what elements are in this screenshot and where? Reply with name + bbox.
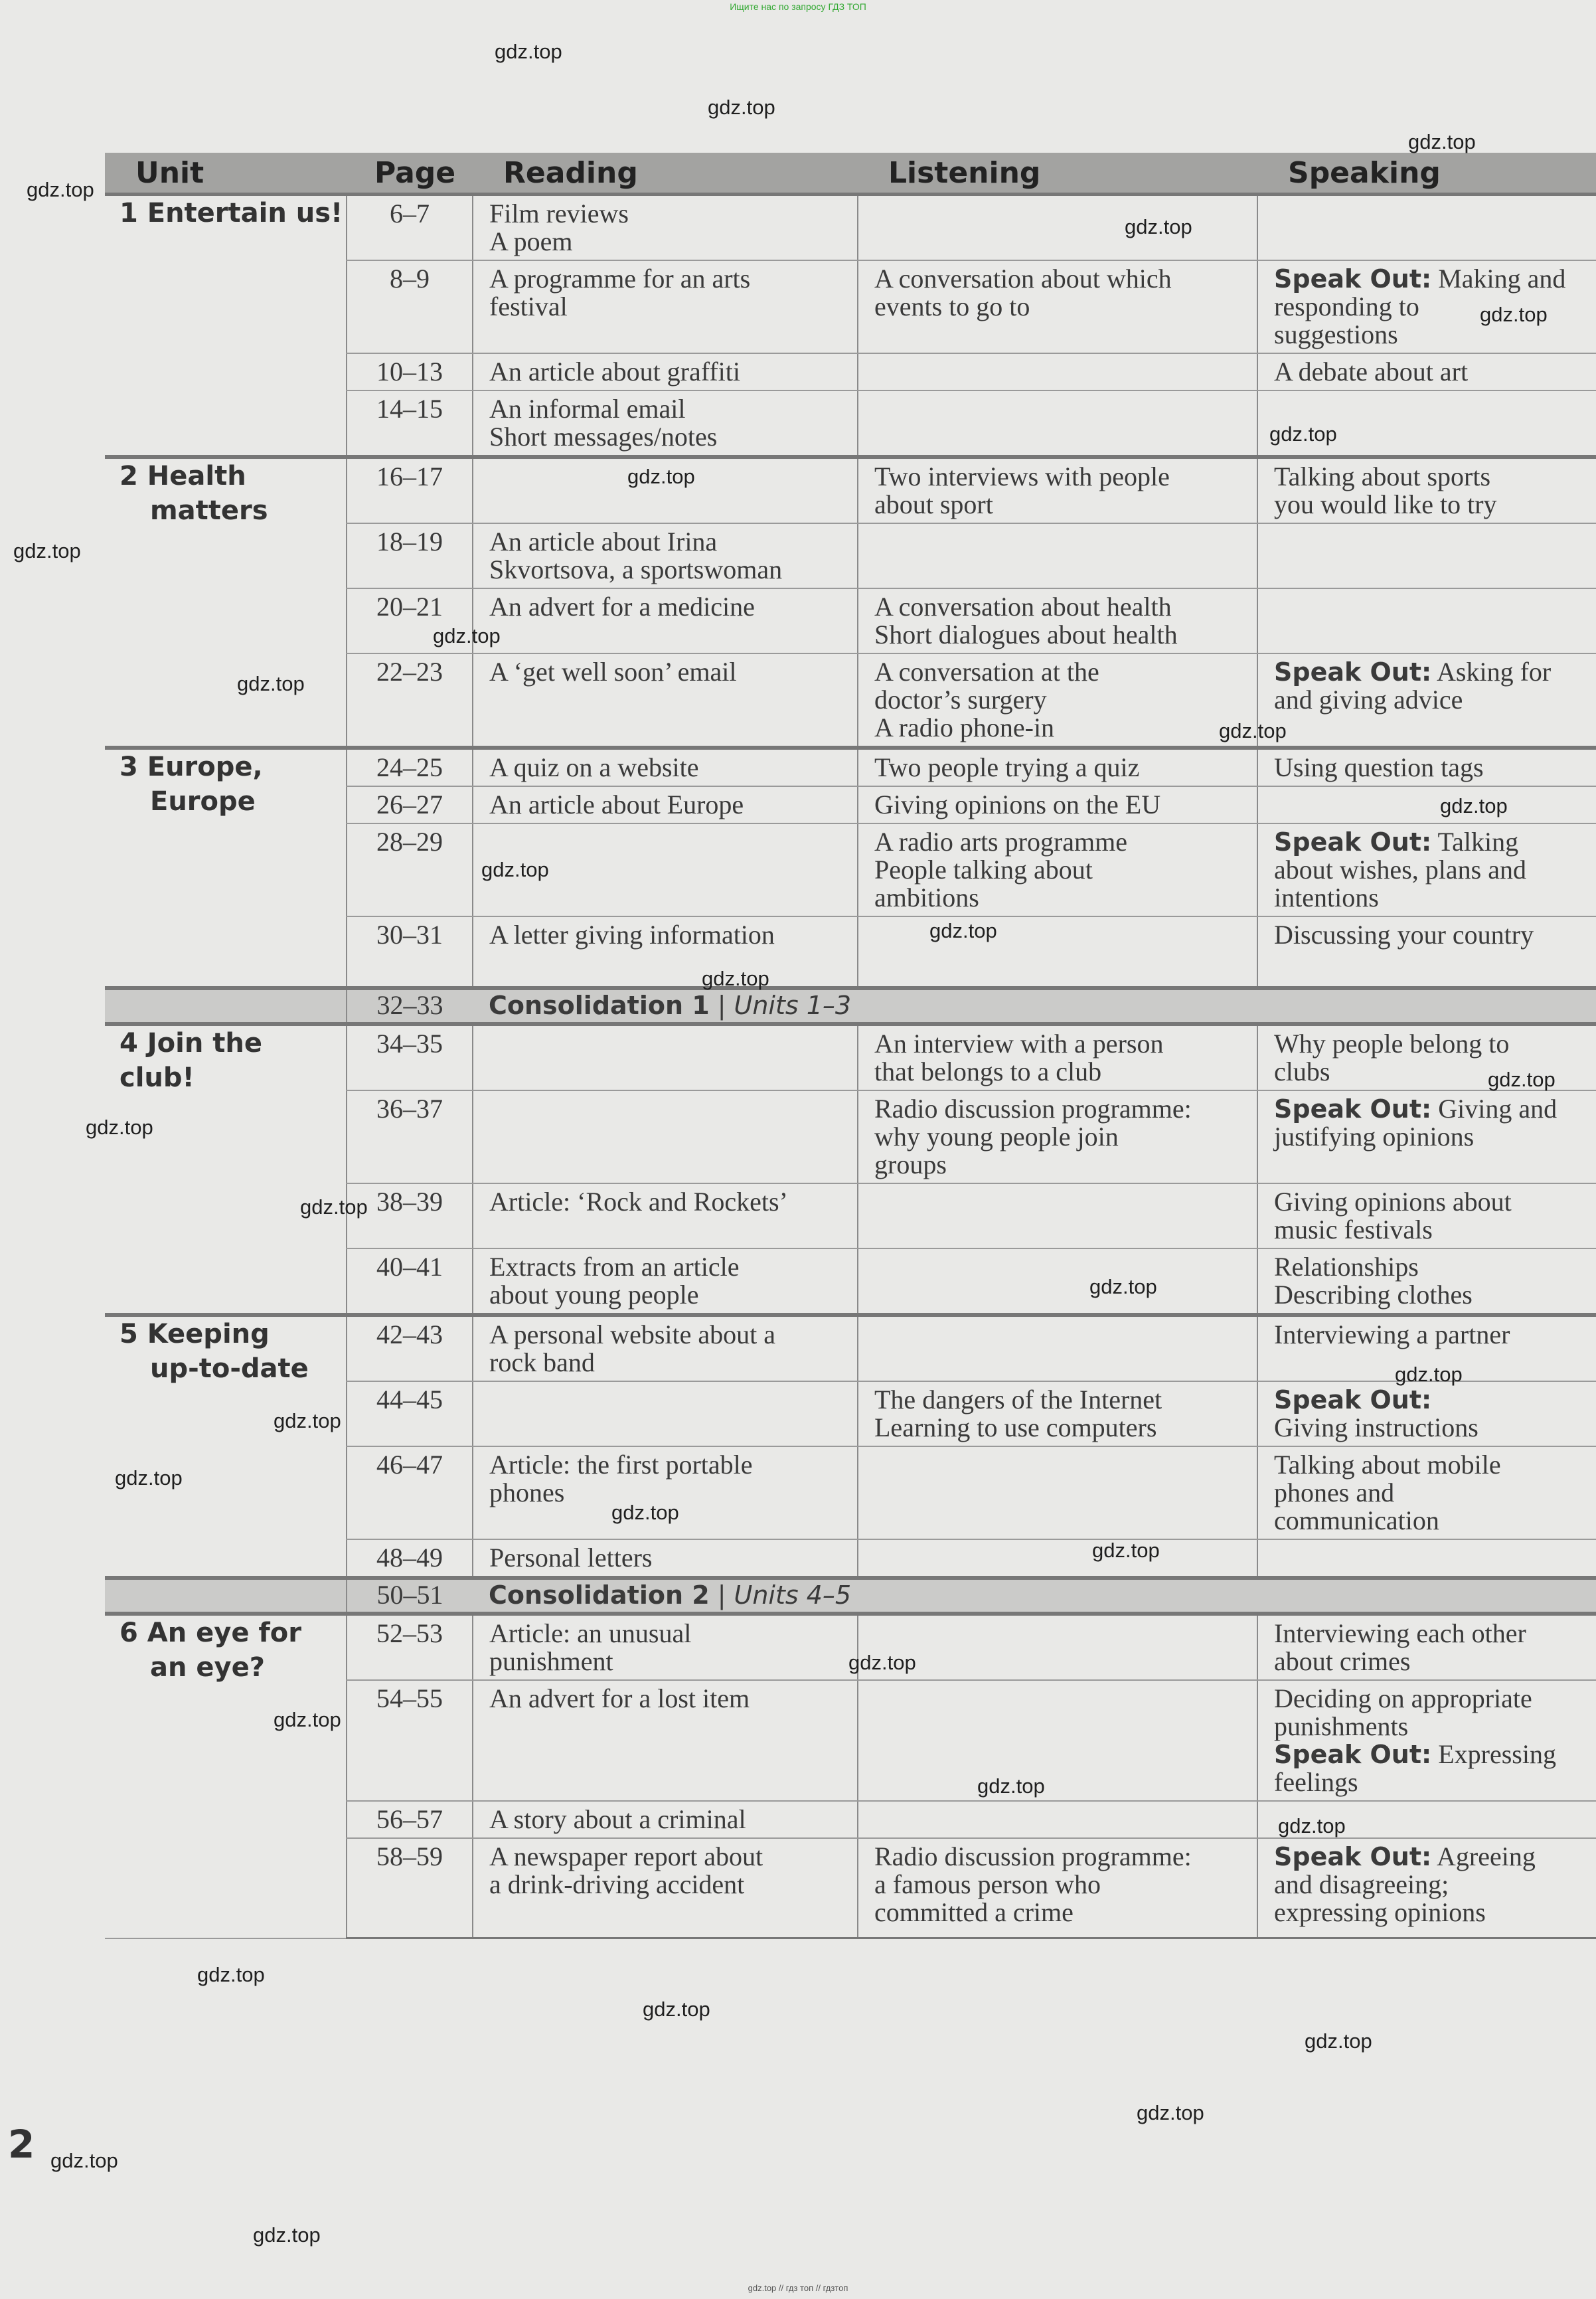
listening-cell [858, 1183, 1257, 1248]
listening-cell [858, 1446, 1257, 1539]
watermark: gdz.top [1395, 1363, 1463, 1386]
speaking-cell [1257, 195, 1596, 261]
watermark: gdz.top [253, 2223, 321, 2247]
speaking-cell: Deciding on appropriate punishments Speak Out: Expressing feelings [1257, 1680, 1596, 1801]
bottom-note: gdz.top // гдз топ // гдзтоп [748, 2283, 848, 2293]
watermark: gdz.top [300, 1195, 368, 1219]
table-row [105, 1024, 1596, 1090]
page-cell: 56–57 [347, 1801, 473, 1838]
page-cell: 6–7 [347, 195, 473, 261]
speaking-cell: Speak Out: Making and responding to suggestions [1257, 260, 1596, 353]
watermark: gdz.top [274, 1708, 341, 1731]
watermark: gdz.top [611, 1501, 679, 1524]
listening-cell [858, 1801, 1257, 1838]
table-row [105, 1315, 1596, 1381]
page-cell: 58–59 [347, 1838, 473, 1938]
listening-cell [858, 1614, 1257, 1680]
reading-cell: A quiz on a website [473, 748, 858, 786]
watermark: gdz.top [433, 624, 501, 647]
page-cell: 44–45 [347, 1381, 473, 1446]
speaking-cell: Talking about sports you would like to try [1257, 457, 1596, 523]
top-note: Ищите нас по запросу ГДЗ ТОП [730, 1, 866, 12]
listening-cell [858, 523, 1257, 588]
reading-cell [473, 1090, 858, 1183]
watermark: gdz.top [1408, 130, 1476, 153]
watermark: gdz.top [481, 858, 549, 881]
speaking-cell: Speak Out: Giving instructions [1257, 1381, 1596, 1446]
watermark: gdz.top [50, 2149, 118, 2172]
speaking-cell: Interviewing a partner [1257, 1315, 1596, 1381]
listening-cell [858, 1680, 1257, 1801]
watermark: gdz.top [702, 967, 769, 990]
unit-title: 4 Join the club! [105, 1024, 347, 1315]
page-cell: 32–33 [347, 988, 473, 1024]
page-cell: 8–9 [347, 260, 473, 353]
page-cell: 26–27 [347, 786, 473, 823]
watermark: gdz.top [495, 40, 562, 63]
speaking-cell: Using question tags [1257, 748, 1596, 786]
speaking-cell: A debate about art [1257, 353, 1596, 390]
table-row [105, 748, 1596, 786]
reading-cell: Film reviews A poem [473, 195, 858, 261]
speaking-cell: Speak Out: Talking about wishes, plans and intentions [1257, 823, 1596, 916]
speaking-cell [1257, 786, 1596, 823]
reading-cell: Article: ‘Rock and Rockets’ [473, 1183, 858, 1248]
reading-cell: Extracts from an article about young people [473, 1248, 858, 1315]
speaking-cell: Interviewing each other about crimes [1257, 1614, 1596, 1680]
consolidation-row [105, 1578, 1596, 1614]
watermark: gdz.top [1488, 1068, 1556, 1091]
watermark: gdz.top [1125, 215, 1192, 238]
page-cell: 14–15 [347, 390, 473, 457]
table-row [105, 457, 1596, 523]
speaking-cell: Why people belong to clubs [1257, 1024, 1596, 1090]
speaking-cell: Speak Out: Giving and justifying opinions [1257, 1090, 1596, 1183]
watermark: gdz.top [643, 1998, 710, 2021]
reading-cell: Article: an unusual punishment [473, 1614, 858, 1680]
watermark: gdz.top [627, 465, 695, 488]
watermark: gdz.top [274, 1409, 341, 1432]
page-cell: 30–31 [347, 916, 473, 988]
page-cell: 10–13 [347, 353, 473, 390]
listening-cell: Radio discussion programme: why young people join groups [858, 1090, 1257, 1183]
unit-title: 3 Europe, Europe [105, 748, 347, 988]
listening-cell: Two people trying a quiz [858, 748, 1257, 786]
reading-cell [473, 1381, 858, 1446]
listening-cell [858, 353, 1257, 390]
page-cell: 24–25 [347, 748, 473, 786]
page-cell: 34–35 [347, 1024, 473, 1090]
page-cell: 20–21 [347, 588, 473, 653]
watermark: gdz.top [1269, 422, 1337, 446]
unit-title: 6 An eye for an eye? [105, 1614, 347, 1938]
watermark: gdz.top [197, 1963, 265, 1986]
watermark: gdz.top [86, 1116, 153, 1139]
speaking-cell [1257, 523, 1596, 588]
listening-cell [858, 1248, 1257, 1315]
page-number: 2 [8, 2122, 35, 2167]
reading-cell: An advert for a medicine [473, 588, 858, 653]
watermark: gdz.top [1137, 2101, 1204, 2124]
watermark: gdz.top [1092, 1539, 1160, 1562]
listening-cell: Radio discussion programme: a famous person who committed a crime [858, 1838, 1257, 1938]
watermark: gdz.top [708, 96, 775, 119]
listening-cell: An interview with a person that belongs to a club [858, 1024, 1257, 1090]
unit-title: 5 Keeping up-to-date [105, 1315, 347, 1578]
watermark: gdz.top [1440, 794, 1508, 817]
reading-cell: A programme for an arts festival [473, 260, 858, 353]
consolidation-label: Consolidation 1 | Units 1–3 [473, 988, 1596, 1024]
consolidation-spacer [105, 988, 347, 1024]
unit-title: 1 Entertain us! [105, 195, 347, 458]
consolidation-row [105, 988, 1596, 1024]
watermark: gdz.top [1480, 303, 1548, 326]
listening-cell [858, 390, 1257, 457]
watermark: gdz.top [237, 672, 305, 695]
reading-cell: A story about a criminal [473, 1801, 858, 1838]
listening-cell: A conversation about health Short dialogues about health [858, 588, 1257, 653]
header-listening: Listening [858, 153, 1257, 195]
table-header-row [105, 153, 1596, 195]
header-unit: Unit [105, 153, 347, 195]
watermark: gdz.top [13, 539, 81, 562]
listening-cell: Two interviews with people about sport [858, 457, 1257, 523]
listening-cell [858, 1315, 1257, 1381]
reading-cell: A letter giving information [473, 916, 858, 988]
reading-cell: A ‘get well soon’ email [473, 653, 858, 748]
speaking-cell [1257, 1539, 1596, 1578]
listening-cell: A radio arts programme People talking about ambitions [858, 823, 1257, 916]
speaking-cell: Speak Out: Agreeing and disagreeing; expressing opinions [1257, 1838, 1596, 1938]
watermark: gdz.top [1089, 1275, 1157, 1298]
reading-cell: An informal email Short messages/notes [473, 390, 858, 457]
page-cell: 22–23 [347, 653, 473, 748]
listening-cell [858, 195, 1257, 261]
page-cell: 48–49 [347, 1539, 473, 1578]
watermark: gdz.top [929, 919, 997, 942]
speaking-cell: Giving opinions about music festivals [1257, 1183, 1596, 1248]
reading-cell: A personal website about a rock band [473, 1315, 858, 1381]
page-cell: 18–19 [347, 523, 473, 588]
watermark: gdz.top [848, 1651, 916, 1674]
listening-cell: A conversation about which events to go to [858, 260, 1257, 353]
reading-cell: A newspaper report about a drink-driving accident [473, 1838, 858, 1938]
speaking-cell: Talking about mobile phones and communication [1257, 1446, 1596, 1539]
speaking-cell [1257, 588, 1596, 653]
page-cell: 42–43 [347, 1315, 473, 1381]
table-row [105, 195, 1596, 261]
watermark: gdz.top [1305, 2029, 1372, 2053]
reading-cell: An article about Irina Skvortsova, a sportswoman [473, 523, 858, 588]
speaking-cell: Discussing your country [1257, 916, 1596, 988]
page-cell: 28–29 [347, 823, 473, 916]
page-cell: 40–41 [347, 1248, 473, 1315]
page-cell: 16–17 [347, 457, 473, 523]
listening-cell: A conversation at the doctor’s surgery A radio phone-in [858, 653, 1257, 748]
header-page: Page [347, 153, 473, 195]
reading-cell [473, 1024, 858, 1090]
reading-cell: An article about Europe [473, 786, 858, 823]
watermark: gdz.top [115, 1466, 183, 1490]
page-cell: 46–47 [347, 1446, 473, 1539]
reading-cell: Personal letters [473, 1539, 858, 1578]
header-speaking: Speaking [1257, 153, 1596, 195]
listening-cell: Giving opinions on the EU [858, 786, 1257, 823]
page-cell: 36–37 [347, 1090, 473, 1183]
page-cell: 52–53 [347, 1614, 473, 1680]
unit-title: 2 Health matters [105, 457, 347, 748]
consolidation-spacer [105, 1578, 347, 1614]
watermark: gdz.top [1278, 1814, 1346, 1837]
watermark: gdz.top [1219, 719, 1287, 742]
speaking-cell: Speak Out: Asking for and giving advice [1257, 653, 1596, 748]
consolidation-label: Consolidation 2 | Units 4–5 [473, 1578, 1596, 1614]
listening-cell: The dangers of the Internet Learning to use computers [858, 1381, 1257, 1446]
reading-cell: An article about graffiti [473, 353, 858, 390]
reading-cell: An advert for a lost item [473, 1680, 858, 1801]
watermark: gdz.top [977, 1774, 1045, 1798]
watermark: gdz.top [27, 178, 94, 201]
speaking-cell: Relationships Describing clothes [1257, 1248, 1596, 1315]
page-cell: 50–51 [347, 1578, 473, 1614]
header-reading: Reading [473, 153, 858, 195]
listening-cell [858, 916, 1257, 988]
reading-cell: Article: the first portable phones [473, 1446, 858, 1539]
page-cell: 54–55 [347, 1680, 473, 1801]
page-cell: 38–39 [347, 1183, 473, 1248]
listening-cell [858, 1539, 1257, 1578]
